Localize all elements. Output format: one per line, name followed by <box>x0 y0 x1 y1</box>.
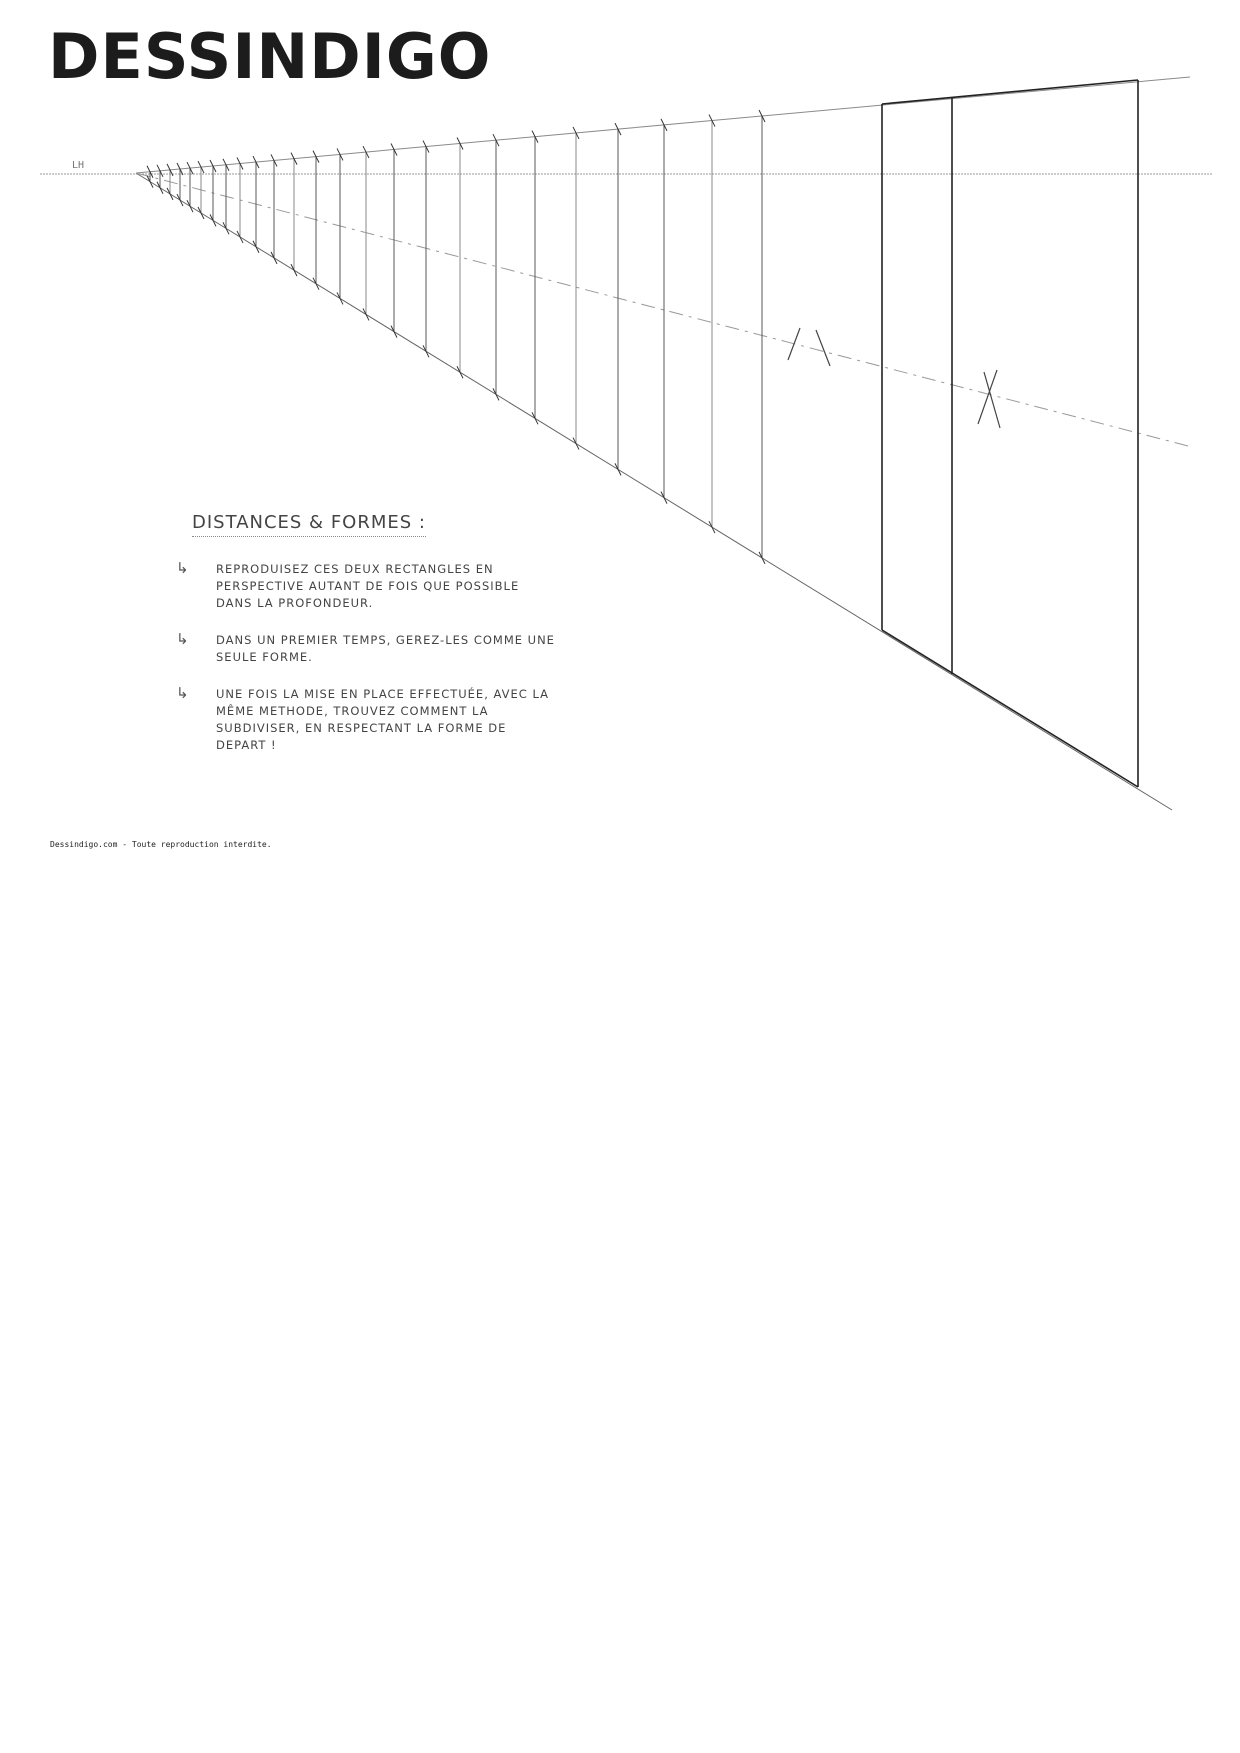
instruction-item <box>176 632 556 666</box>
instruction-item <box>176 686 556 754</box>
diagonal-cross-marks <box>788 328 1000 428</box>
arrow-icon: ↳ <box>176 684 189 702</box>
instructions-panel <box>176 512 556 774</box>
arrow-icon: ↳ <box>176 630 189 648</box>
instruction-text: UNE FOIS LA MISE EN PLACE EFFECTUÉE, AVEC LA MÊME METHODE, TROUVEZ COMMENT LA SUBDIVISER, EN RESPECTANT LA FORME DE DEPART ! <box>216 687 549 752</box>
instruction-text: DANS UN PREMIER TEMPS, GEREZ-LES COMME UNE SEULE FORME. <box>216 633 555 664</box>
brand-logo: DESSINDIGO <box>48 20 492 93</box>
perspective-verticals <box>147 110 765 564</box>
rect-bottom-edge <box>882 630 1138 787</box>
rect-top-edge <box>882 80 1138 104</box>
reference-rectangles <box>882 80 1138 787</box>
copyright-footer: Dessindigo.com - Toute reproduction interdite. <box>50 840 272 849</box>
instruction-text: REPRODUISEZ CES DEUX RECTANGLES EN PERSPECTIVE AUTANT DE FOIS QUE POSSIBLE DANS LA PROFONDEUR. <box>216 562 520 610</box>
instruction-item <box>176 561 556 612</box>
arrow-icon: ↳ <box>176 559 189 577</box>
instructions-title: DISTANCES & FORMES : <box>192 512 426 537</box>
horizon-label: LH <box>72 160 85 171</box>
